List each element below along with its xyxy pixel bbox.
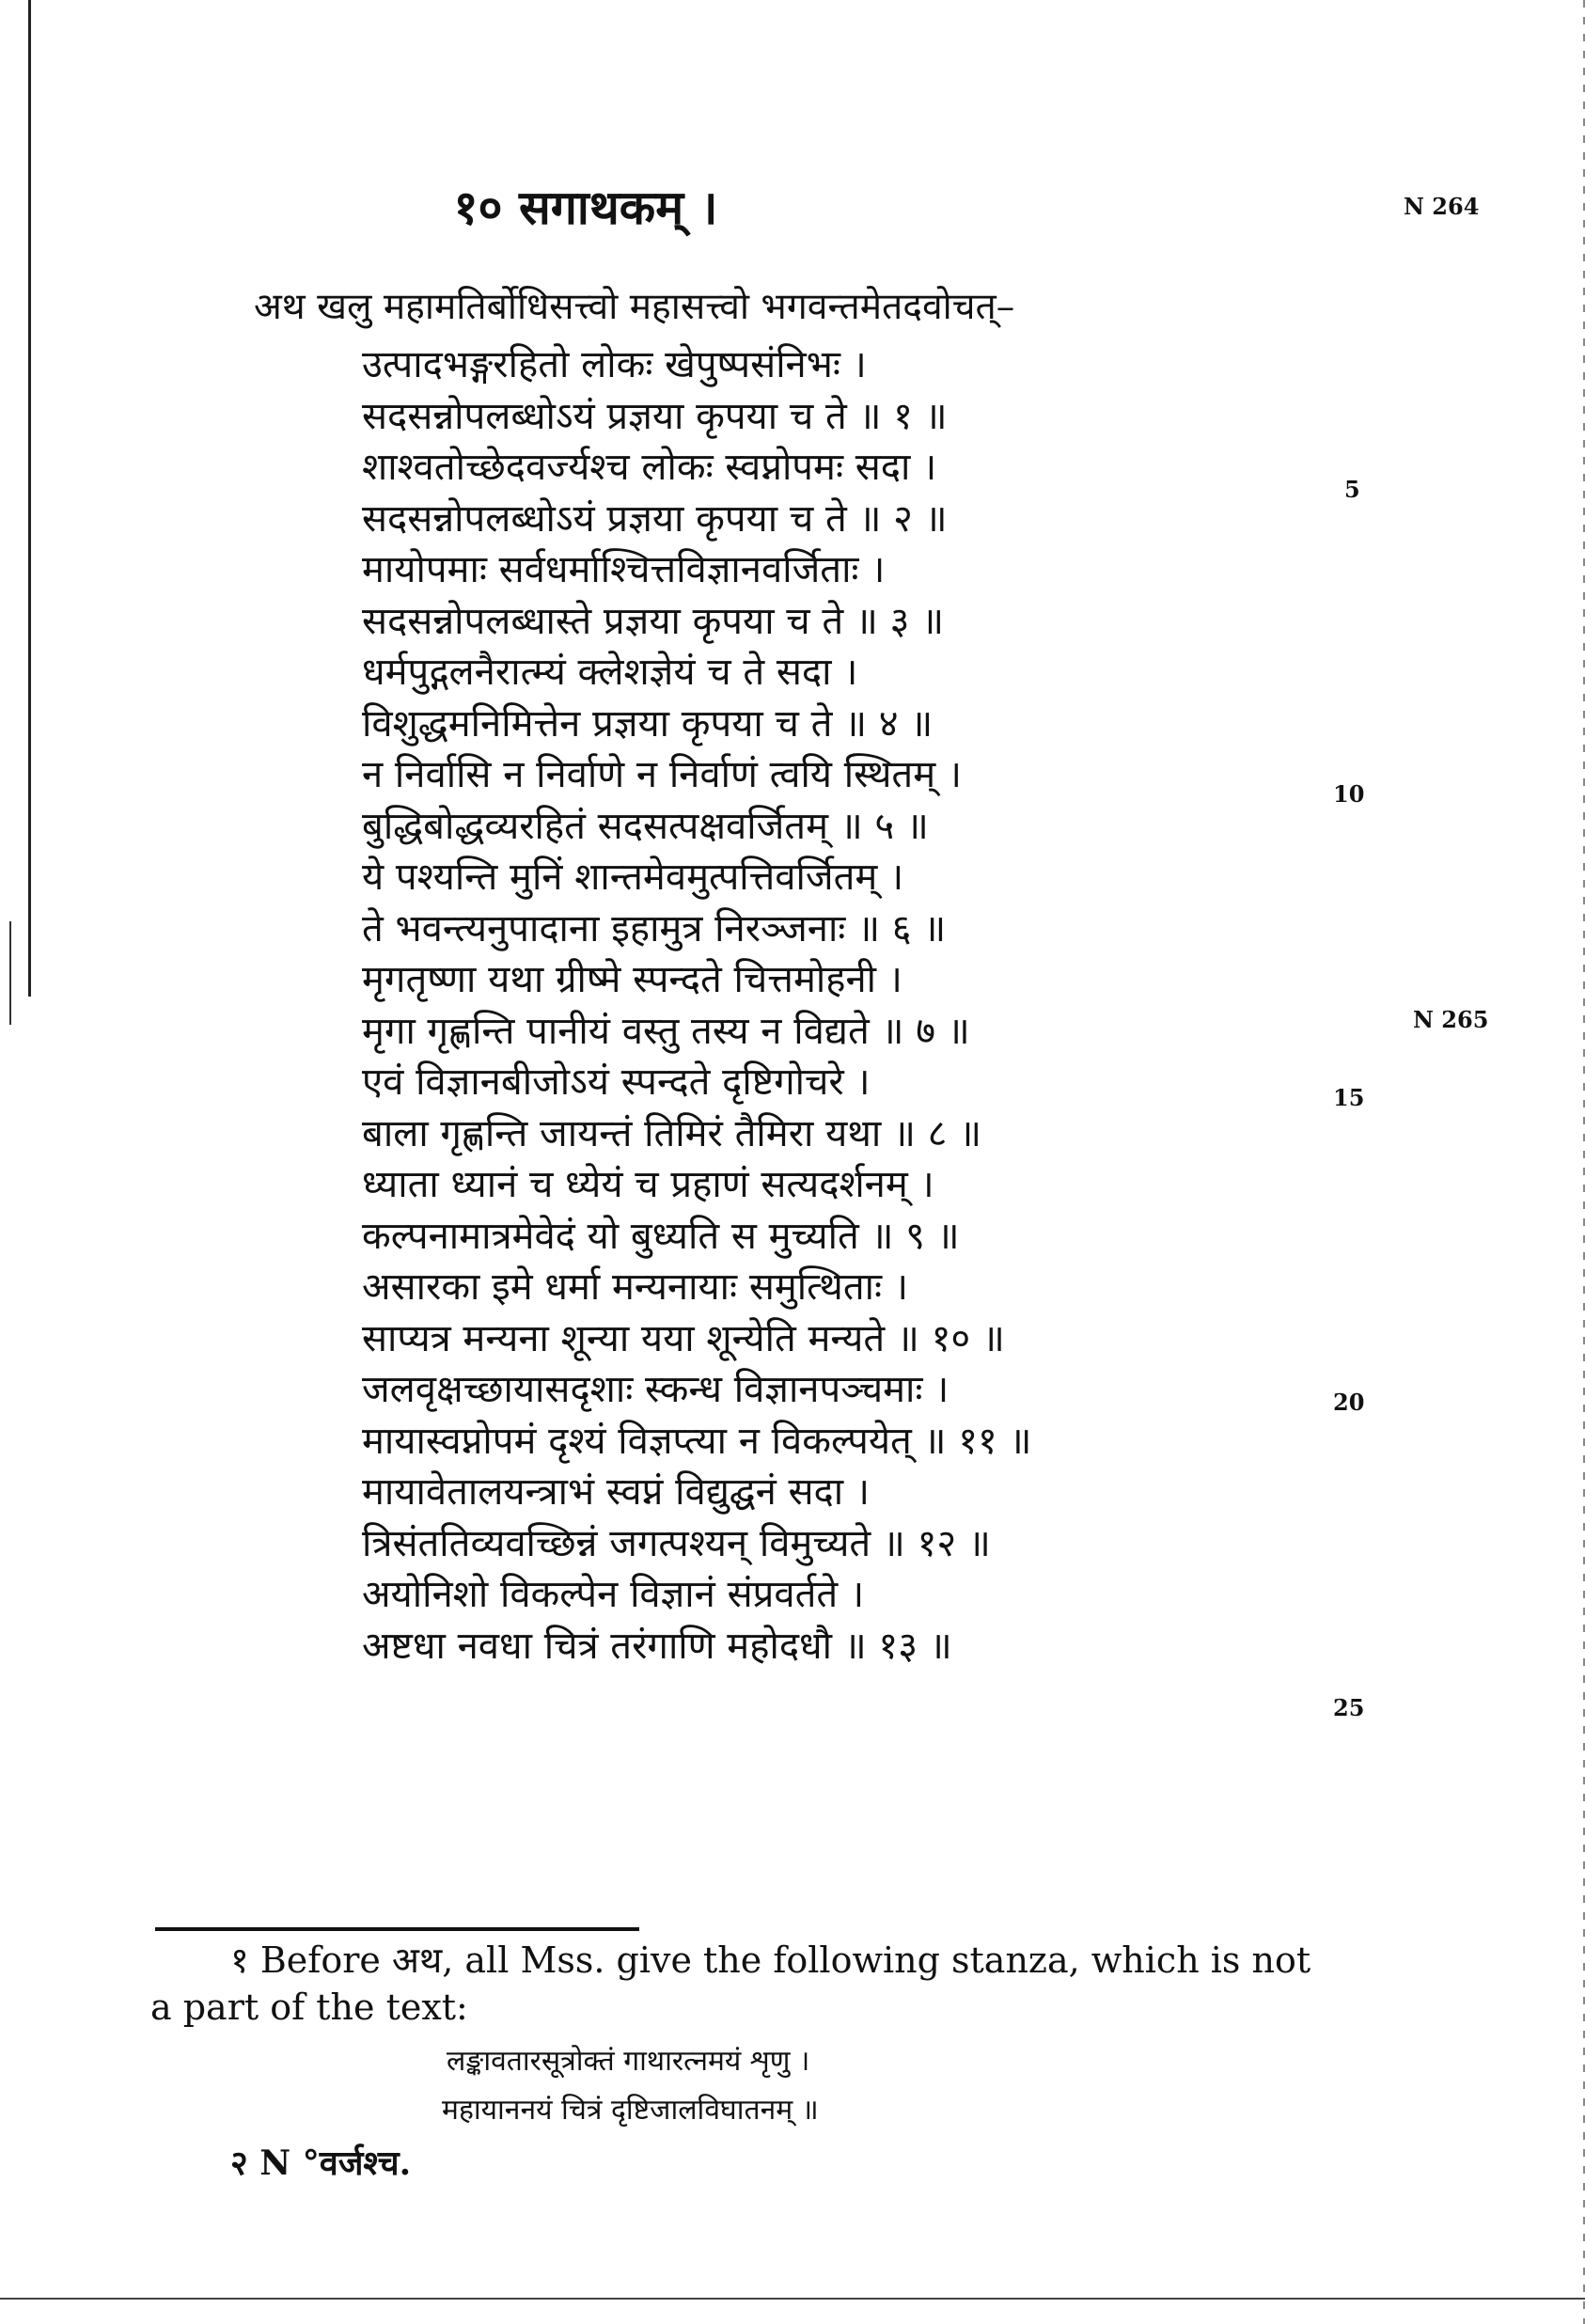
- line-number: 20: [1333, 1389, 1365, 1416]
- verse-line: मृगतृष्णा यथा ग्रीष्मे स्पन्दते चित्तमोहनी ।: [362, 958, 902, 1001]
- verse-line: एवं विज्ञानबीजोऽयं स्पन्दते दृष्टिगोचरे ।: [362, 1060, 871, 1104]
- verse-line: शाश्वतोच्छेदवर्ज्यश्च लोकः स्वप्नोपमः सदा ।: [362, 446, 937, 489]
- line-number: 5: [1344, 476, 1360, 503]
- verse-line: मायोपमाः सर्वधर्माश्चित्तविज्ञानवर्जिताः ।: [362, 548, 886, 591]
- verse-line: सदसन्नोपलब्धास्ते प्रज्ञया कृपया च ते ॥ ३ ॥: [362, 599, 945, 643]
- verse-line: ये पश्यन्ति मुनिं शान्तमेवमुत्पत्तिवर्जितम् ।: [362, 856, 904, 899]
- footnote-1-continued: a part of the text:: [150, 1986, 468, 2028]
- verse-line: न निर्वासि न निर्वाणे न निर्वाणं त्वयि स्थितम् ।: [362, 753, 962, 796]
- footnote-divider: [155, 1927, 639, 1931]
- verse-line: सदसन्नोपलब्धोऽयं प्रज्ञया कृपया च ते ॥ १ ॥: [362, 394, 948, 438]
- footnote-stanza-line: महायाननयं चित्रं दृष्टिजालविघातनम् ॥: [442, 2094, 819, 2127]
- verse-line: कल्पनामात्रमेवेदं यो बुध्यति स मुच्यति ॥ ९ ॥: [362, 1214, 960, 1258]
- intro-line: अथ खलु महामतिर्बोधिसत्त्वो महासत्त्वो भगवन्तमेतदवोचत्–: [254, 286, 1015, 328]
- page-edge-mark: [9, 921, 11, 1025]
- page-edge-left: [28, 0, 31, 997]
- manuscript-ref-n264: N 264: [1404, 193, 1480, 220]
- footnote-2: २ N °वर्जश्च.: [230, 2143, 412, 2183]
- verse-line: ते भवन्त्यनुपादाना इहामुत्र निरञ्जनाः ॥ ६ ॥: [362, 906, 947, 950]
- verse-line: बुद्धिबोद्धव्यरहितं सदसत्पक्षवर्जितम् ॥ ५ ॥: [362, 804, 929, 848]
- line-number: 10: [1333, 780, 1365, 808]
- footnote-stanza-line: लङ्कावतारसूत्रोक्तं गाथारत्नमयं शृणु ।: [447, 2045, 810, 2078]
- line-number: 25: [1333, 1694, 1365, 1721]
- verse-line: अष्टधा नवधा चित्रं तरंगाणि महोदधौ ॥ १३ ॥: [362, 1624, 952, 1668]
- verse-line: मायास्वप्नोपमं दृश्यं विज्ञप्त्या न विकल्पयेत् ॥ ११ ॥: [362, 1419, 1032, 1463]
- verse-line: मृगा गृह्णन्ति पानीयं वस्तु तस्य न विद्यते ॥ ७ ॥: [362, 1009, 970, 1053]
- page-bottom-edge: [0, 2298, 1585, 2300]
- verse-line: साप्यत्र मन्यना शून्या यया शून्येति मन्यते ॥ १० ॥: [362, 1316, 1005, 1360]
- verse-line: जलवृक्षच्छायासदृशाः स्कन्ध विज्ञानपञ्चमाः ।: [362, 1368, 949, 1411]
- verse-line: त्रिसंततिव्यवच्छिन्नं जगत्पश्यन् विमुच्यते ॥ १२ ॥: [362, 1521, 991, 1565]
- chapter-title: १० सगाथकम् ।: [453, 180, 718, 235]
- verse-line: असारका इमे धर्मा मन्यनायाः समुत्थिताः ।: [362, 1265, 908, 1309]
- manuscript-ref-n265: N 265: [1413, 1006, 1489, 1033]
- verse-line: विशुद्धमनिमित्तेन प्रज्ञया कृपया च ते ॥ ४ ॥: [362, 701, 934, 746]
- verse-line: ध्याता ध्यानं च ध्येयं च प्रहाणं सत्यदर्शनम् ।: [362, 1163, 934, 1206]
- verse-line: सदसन्नोपलब्धोऽयं प्रज्ञया कृपया च ते ॥ २ ॥: [362, 496, 948, 541]
- verse-line: उत्पादभङ्गरहितो लोकः खेपुष्पसंनिभः ।: [362, 343, 867, 386]
- verse-list: [362, 339, 1031, 1672]
- verse-line: मायावेतालयन्त्राभं स्वप्नं विद्युद्घनं सदा ।: [362, 1470, 871, 1514]
- verse-line: धर्मपुद्गलनैरात्म्यं क्लेशज्ञेयं च ते सदा ।: [362, 651, 858, 694]
- line-number: 15: [1333, 1084, 1365, 1111]
- verse-line: बाला गृह्णन्ति जायन्तं तिमिरं तैमिरा यथा ॥ ८ ॥: [362, 1111, 982, 1155]
- footnote-1: १ Before अथ, all Mss. give the following stanza, which is not: [230, 1939, 1311, 1981]
- verse-line: अयोनिशो विकल्पेन विज्ञानं संप्रवर्तते ।: [362, 1573, 865, 1616]
